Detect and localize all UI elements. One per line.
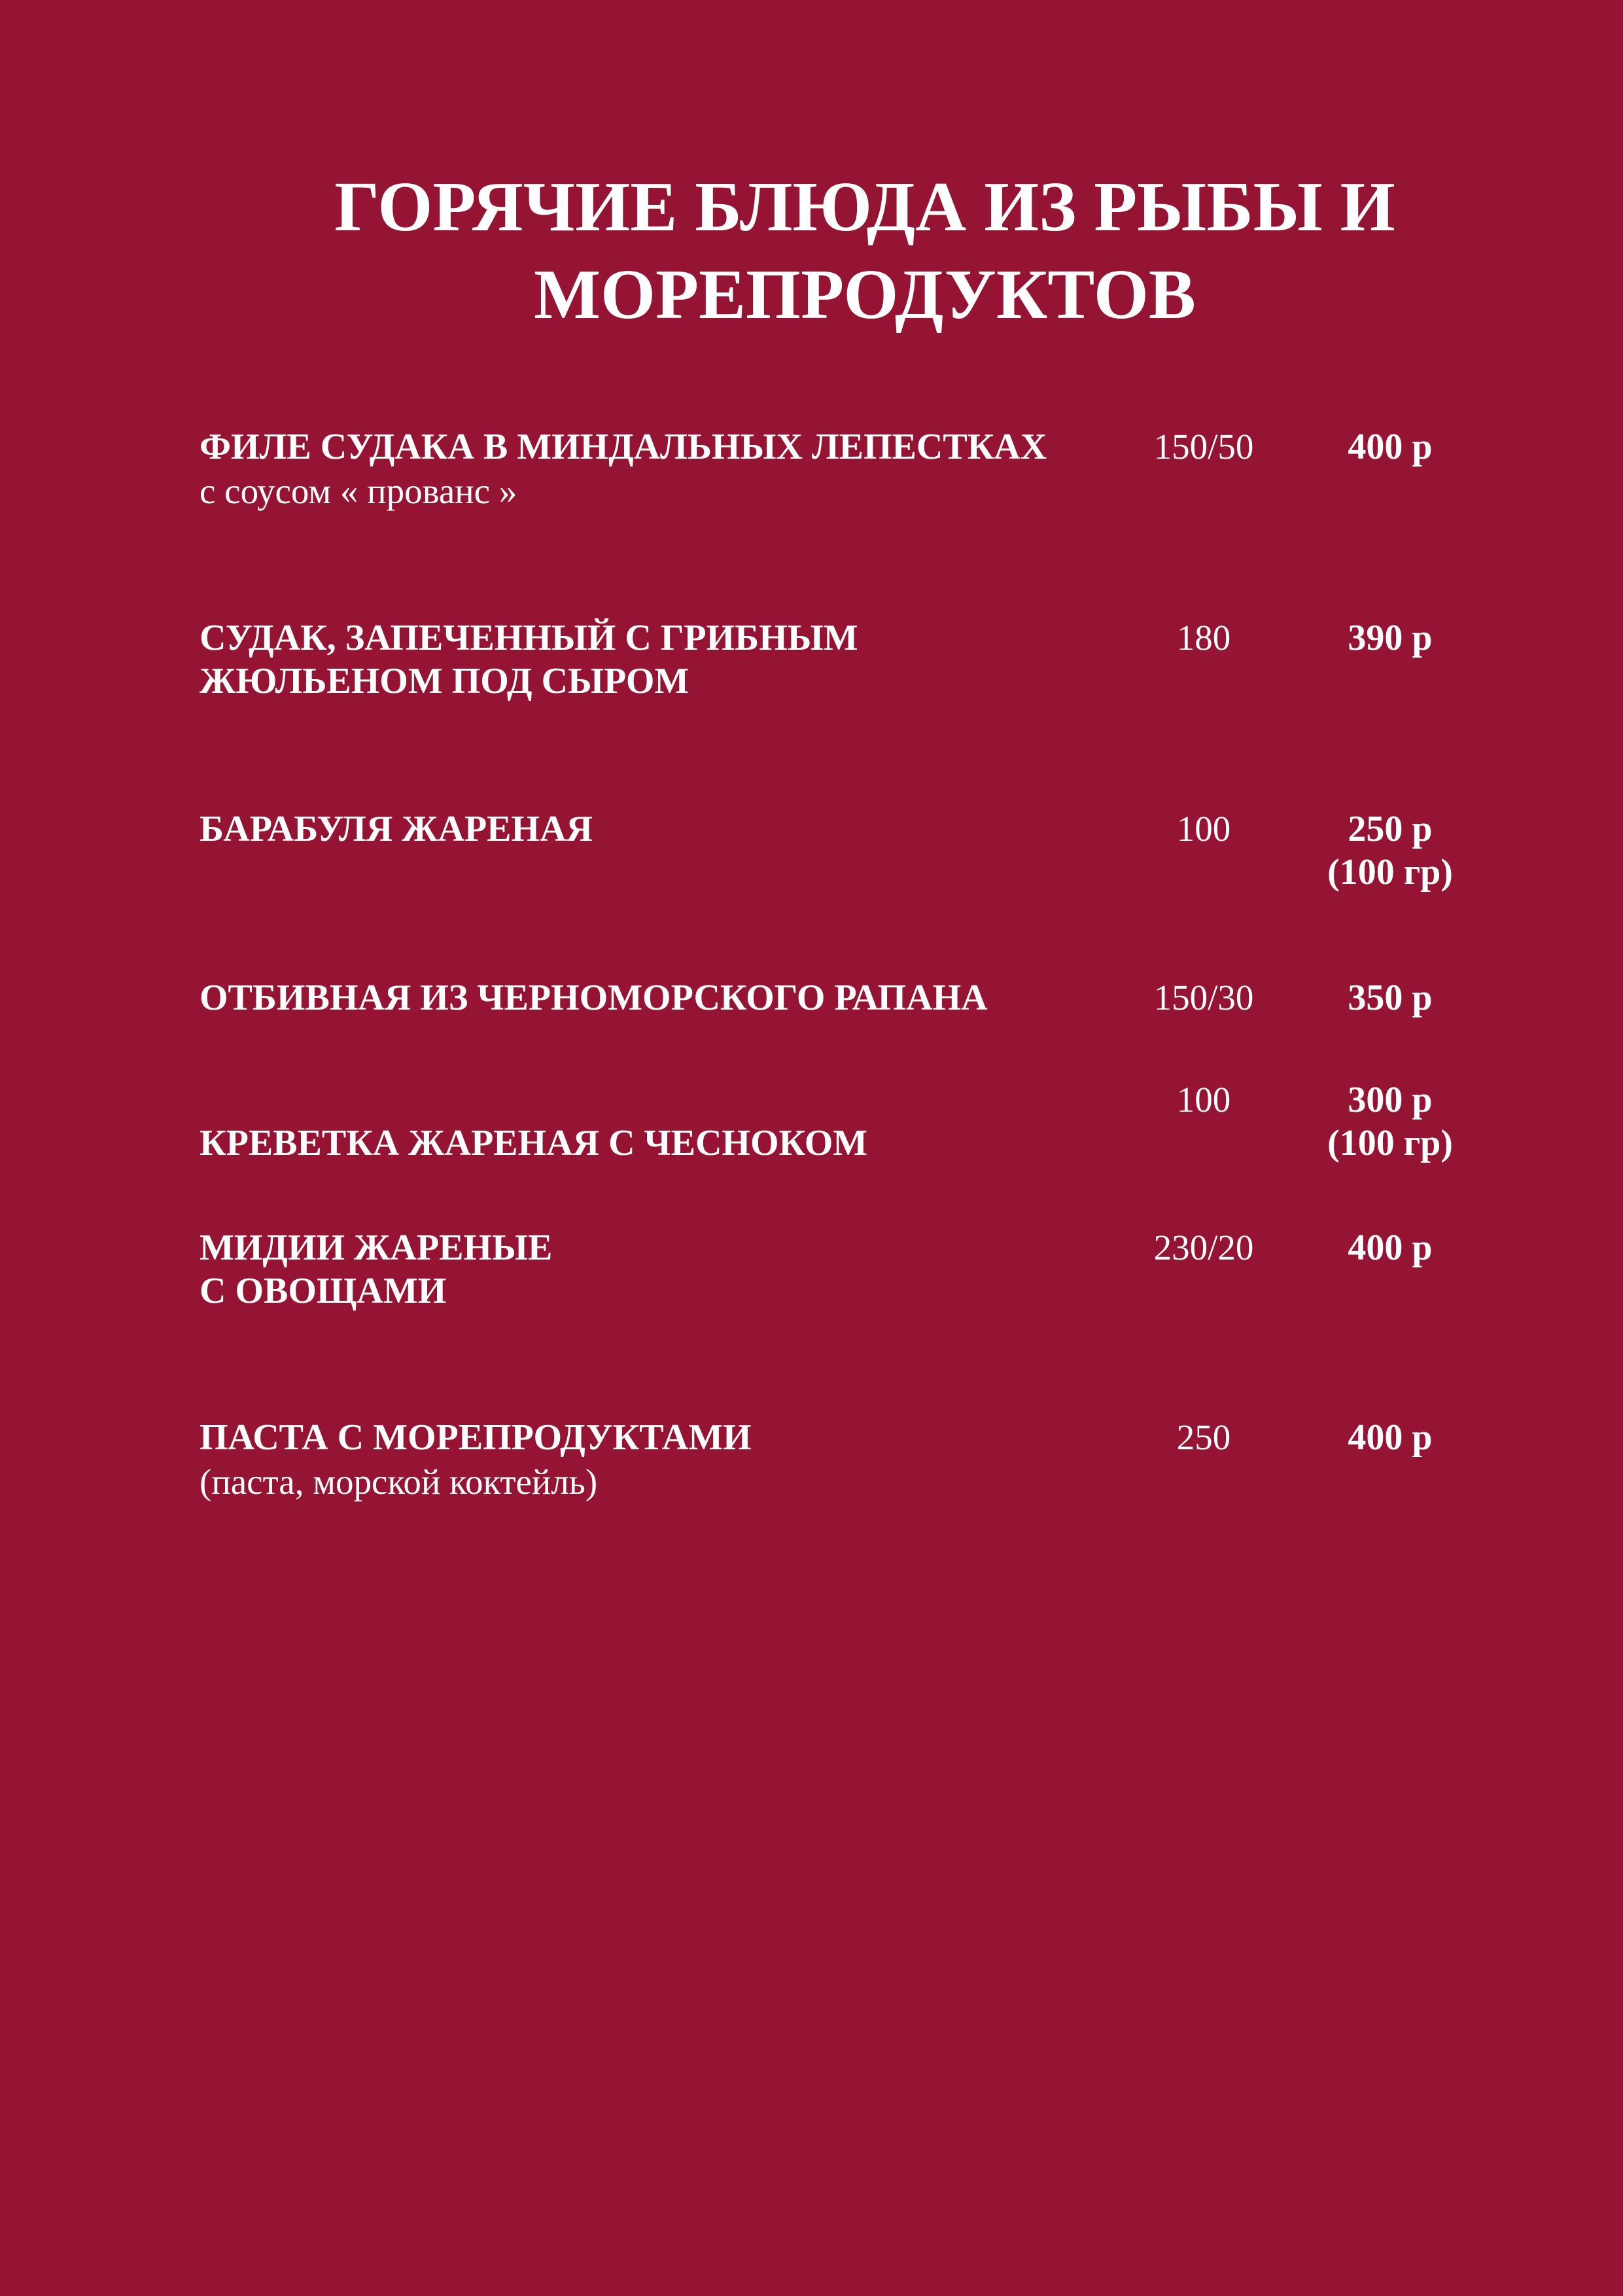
dish-name-line-1: СУДАК, ЗАПЕЧЕННЫЙ С ГРИБНЫМ [200,618,858,658]
dish-description: с соусом « прованс » [200,471,517,511]
dish-weight: 150/50 [1153,427,1254,467]
dish-name [200,1226,552,1313]
dish-weight: 250 [1176,1417,1231,1457]
dish-weight: 180 [1176,618,1231,658]
dish-price: 390 р [1348,618,1433,658]
dish-price: 350 р [1348,978,1433,1018]
page-title-line-1: ГОРЯЧИЕ БЛЮДА ИЗ РЫБЫ И [334,168,1395,246]
dish-name: БАРАБУЛЯ ЖАРЕНАЯ [200,809,593,849]
dish-description: (паста, морской коктейль) [200,1462,598,1502]
dish-name: ОТБИВНАЯ ИЗ ЧЕРНОМОРСКОГО РАПАНА [200,978,988,1018]
dish-name-line-2: ЖЮЛЬЕНОМ ПОД СЫРОМ [200,661,689,701]
dish-price: 400 р [1348,1227,1433,1268]
dish-price: 400 р [1348,1417,1433,1458]
dish-name: КРЕВЕТКА ЖАРЕНАЯ С ЧЕСНОКОМ [200,1123,868,1163]
dish-weight: 100 [1176,809,1231,849]
page-title [0,164,1623,339]
dish-price: 400 р [1348,427,1433,467]
dish-price-value: 300 р [1348,1080,1433,1120]
dish-price-note: (100 гр) [1327,852,1453,892]
dish-weight: 100 [1176,1080,1231,1120]
dish-name-line-1: МИДИИ ЖАРЕНЫЕ [200,1227,553,1268]
dish-price-value: 250 р [1348,809,1433,849]
dish-price-note: (100 гр) [1327,1123,1453,1163]
dish-weight: 230/20 [1153,1227,1254,1267]
dish-weight: 150/30 [1153,978,1254,1017]
dish-price [1299,1078,1482,1165]
dish-name [200,616,858,703]
dish-name: ПАСТА С МОРЕПРОДУКТАМИ [200,1417,752,1458]
page-title-line-2: МОРЕПРОДУКТОВ [534,256,1196,334]
dish-name-line-2: С ОВОЩАМИ [200,1271,447,1311]
dish-price [1299,807,1482,894]
dish-name: ФИЛЕ СУДАКА В МИНДАЛЬНЫХ ЛЕПЕСТКАХ [200,427,1047,467]
